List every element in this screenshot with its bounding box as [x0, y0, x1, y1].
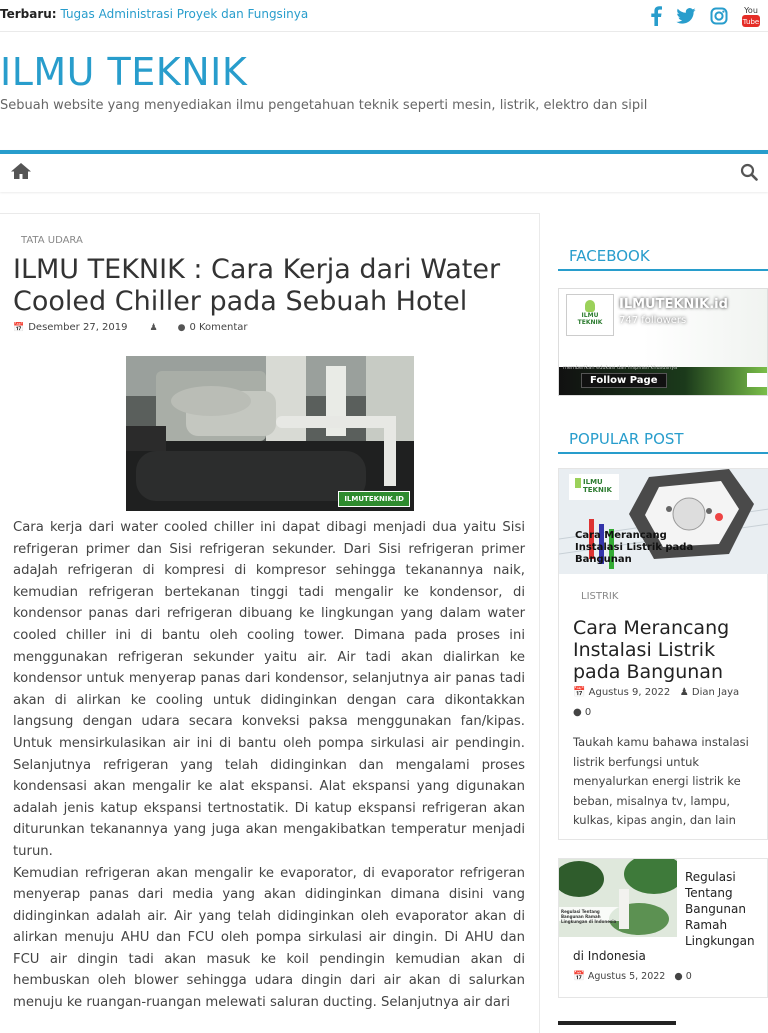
- popular-post-card: [558, 858, 768, 998]
- latest-news-link[interactable]: Tugas Administrasi Proyek dan Fungsinya: [60, 7, 309, 21]
- facebook-page-plugin[interactable]: [558, 288, 768, 396]
- site-description: Sebuah website yang menyediakan ilmu pengetahuan teknik seperti mesin, listrik, elektro dan sipil: [0, 98, 648, 113]
- user-icon: ♟: [679, 687, 689, 698]
- fb-page-name[interactable]: ILMUTEKNIK.id: [619, 297, 728, 312]
- article-meta: [13, 322, 248, 333]
- fb-logo-text: ILMU: [581, 312, 599, 319]
- popular-post-excerpt: Taukah kamu bahawa instalasi listrik berfungsi untuk menyalurkan energi listrik ke beban, misalnya tv, lampu, kulkas, kipas angin, dan lain: [573, 735, 749, 827]
- comment-icon: ●: [177, 322, 186, 333]
- user-icon: ♟: [149, 322, 158, 333]
- fb-follow-button[interactable]: Follow Page: [581, 373, 667, 388]
- popular-post-title[interactable]: Regulasi Tentang Bangunan Ramah Lingkungan: [685, 870, 755, 948]
- facebook-icon[interactable]: [650, 6, 662, 26]
- home-icon[interactable]: [10, 162, 32, 184]
- social-links: [650, 4, 760, 28]
- calendar-icon: 📅: [13, 322, 25, 333]
- facebook-widget-title: FACEBOOK: [558, 247, 768, 271]
- fb-followers: 747 followers: [619, 315, 687, 326]
- popular-post-category[interactable]: LISTRIK: [581, 591, 619, 602]
- youtube-text-bottom: Tube: [742, 18, 760, 26]
- main-navigation: [0, 150, 768, 192]
- search-icon[interactable]: [740, 163, 758, 185]
- popular-post-title[interactable]: Cara Merancang Instalasi Listrik pada Bangunan: [573, 617, 730, 683]
- fb-share-button[interactable]: [747, 373, 768, 387]
- next-post-thumbnail[interactable]: [558, 1021, 676, 1025]
- popular-post-meta: [573, 971, 692, 982]
- twitter-icon[interactable]: [676, 8, 696, 24]
- post-image-logo: TEKNIK: [583, 486, 612, 494]
- article-title: ILMU TEKNIK : Cara Kerja dari Water Cooled Chiller pada Sebuah Hotel: [13, 254, 501, 317]
- image-watermark: ILMUTEKNIK.ID: [338, 491, 410, 507]
- top-bar: [0, 0, 768, 32]
- comment-icon: ●: [674, 971, 683, 982]
- popular-post-meta: [573, 687, 739, 698]
- youtube-text-top: You: [744, 6, 758, 15]
- popular-post-thumbnail[interactable]: [559, 859, 677, 937]
- latest-news: [0, 7, 308, 21]
- popular-post-date[interactable]: Agustus 5, 2022: [587, 971, 666, 982]
- popular-post-image[interactable]: [559, 469, 768, 574]
- popular-post-date[interactable]: Agustus 9, 2022: [588, 687, 671, 698]
- article: [0, 213, 540, 1033]
- fb-tagline: memberikan edukasi dan inspirasi khususnya: [563, 365, 678, 371]
- popular-post-author[interactable]: Dian Jaya: [691, 687, 740, 698]
- popular-post-image-caption: Cara Merancang Instalasi Listrik pada Bangunan: [575, 530, 694, 565]
- chiller-photo: [126, 356, 414, 511]
- article-category[interactable]: TATA UDARA: [13, 233, 91, 248]
- popular-widget-title: POPULAR POST: [558, 430, 768, 454]
- article-body: [13, 517, 525, 1014]
- popular-post-card: [558, 468, 768, 840]
- popular-post-comment-count[interactable]: 0: [584, 707, 592, 718]
- site-title[interactable]: ILMU TEKNIK: [0, 50, 248, 94]
- calendar-icon: 📅: [573, 971, 585, 982]
- comment-icon: ●: [573, 707, 582, 718]
- fb-logo-text: TEKNIK: [577, 319, 603, 326]
- post-image-logo: ILMU: [583, 478, 603, 486]
- article-paragraph: Kemudian refrigeran akan mengalir ke evaporator, di evaporator refrigeran menyerap panas dari media yang akan didinginkan dimana disini vang didinginkan adalah air. Air yang telah didinginkan oleh evaporator akan di alirkan menuju AHU dan FCU oleh pompa sirkulasi air dingin. Di AHU dan FCU air dingin tadi akan masuk ke koil pendingin kemudian akan di hembuskan oleh blower sehingga udara dingin dari air akan di salurkan menuju ke ruangan-ruangan melewati saluran ducting. Selanjutnya air dari: [13, 865, 525, 1011]
- article-date[interactable]: Desember 27, 2019: [28, 322, 128, 333]
- youtube-icon[interactable]: [742, 4, 760, 28]
- fb-page-logo: [566, 294, 614, 336]
- instagram-icon[interactable]: [710, 7, 728, 25]
- article-paragraph: Cara kerja dari water cooled chiller ini dapat dibagi menjadi dua yaitu Sisi refrigeran primer dan Sisi refrigeran sekunder. Dari Sisi refrigeran primer adaJah refrigeran di kompresi di kompresor sehingga tekanannya naik, kemudian refrigeran bertekanan tinggi tadi mengalir ke kondensor, di kondensor panas dari refrigeran dibuang ke lingkungan yang dalam water cooled chiller ini di bantu oleh cooling tower. Dimana pada proses ini menggunakan refrigeran sekunder yaitu air. Air tadi akan dialirkan ke kondensor untuk menyerap panas dari kondensor, selanjutnya air panas tadi akan di alirkan ke cooling untuk didinginkan dengan cara dikontakkan langsung dengan udara secara konveksi paksa menggunakan fan/kipas. Untuk mensirkulasikan air ini di bantu oleh pompa sirkulasi air pendingin. Selanjutnya refrigeran yang telah didinginkan dan mengalami proses kondensasi akan mengalir ke alat ekspansi. Alat ekspansi yang digunakan adalah jenis katup ekspansi tertnostatik. Di katup ekspansi refrigeran akan diturunkan tekanannya yang juga akan mengakibatkan temperatur menjadi turun.: [13, 520, 525, 859]
- thumbnail-caption: Regulasi Tentang Bangunan Ramah Lingkungan di Indonesia: [561, 909, 617, 924]
- popular-post-title-continued[interactable]: di Indonesia: [573, 949, 646, 963]
- popular-post-comments: [573, 707, 591, 718]
- latest-label: Terbaru:: [0, 7, 57, 21]
- calendar-icon: 📅: [573, 687, 586, 698]
- article-image: [126, 356, 414, 511]
- popular-post-comment-count[interactable]: 0: [685, 971, 692, 982]
- article-comments[interactable]: 0 Komentar: [189, 322, 248, 333]
- plant-illustration: [559, 859, 677, 937]
